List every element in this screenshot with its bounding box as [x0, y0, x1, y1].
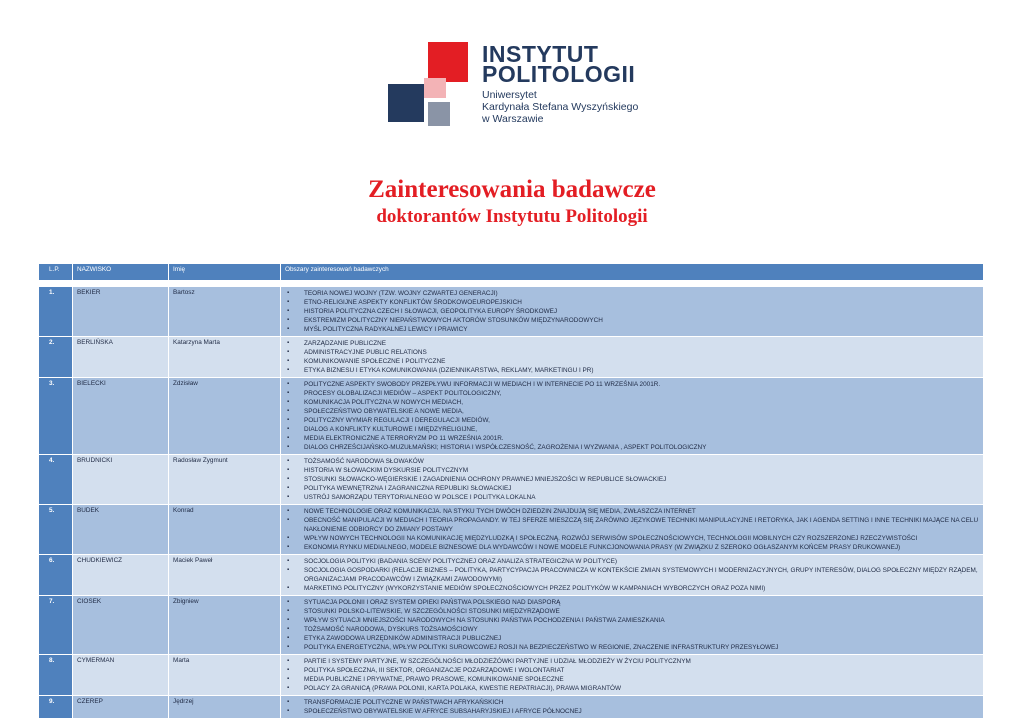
- cell-surname: CIOSEK: [73, 596, 169, 655]
- topic-item: ▪ ETNO-RELIGIJNE ASPEKTY KONFLIKTÓW ŚRODKOWOEUROPEJSKICH: [285, 298, 979, 307]
- topic-item: ▪ OBECNOŚĆ MANIPULACJI W MEDIACH I TEORIA PROPAGANDY. W TEJ SFERZE MIESZCZĄ SIĘ ZARÓWNO JĘZYKOWE TECHNIKI MANIPULACYJNE I RETORYKA, JAK I AGENDA SETTING I INNE TECHNIKI MAJĄCE NA CELU NAKŁONIENIE ODBIORCY DO ZMIANY POSTAWY: [285, 516, 979, 534]
- logo-red-square: [428, 42, 468, 82]
- topic-list: [285, 657, 979, 693]
- cell-topics: [281, 696, 984, 719]
- cell-lp: 2.: [39, 337, 73, 378]
- table-header-row: [39, 264, 984, 281]
- topic-item: ▪ WPŁYW NOWYCH TECHNOLOGII NA KOMUNIKACJĘ MIĘDZYLUDZKĄ I SPOŁECZNĄ. ROZWÓJ SERWISÓW SPOŁECZNOŚCIOWYCH, TECHNOLOGII MOBILNYCH CZY ROZSZERZONEJ RZECZYWISTOŚCI: [285, 534, 979, 543]
- cell-lp: 7.: [39, 596, 73, 655]
- topic-item: ▪ SOCJOLOGIA POLITYKI (BADANIA SCENY POLITYCZNEJ ORAZ ANALIZA STRATEGICZNA W POLITYCE): [285, 557, 979, 566]
- topic-item: ▪ HISTORIA POLITYCZNA CZECH I SŁOWACJI, GEOPOLITYKA EUROPY ŚRODKOWEJ: [285, 307, 979, 316]
- table-row: [39, 287, 984, 337]
- cell-surname: BIELECKI: [73, 378, 169, 455]
- cell-lp: 1.: [39, 287, 73, 337]
- topic-item: ▪ POLITYCZNY WYMIAR REGULACJI I DEREGULACJI MEDIÓW,: [285, 416, 979, 425]
- cell-name: Zdzisław: [169, 378, 281, 455]
- cell-name: Katarzyna Marta: [169, 337, 281, 378]
- cell-topics: [281, 378, 984, 455]
- cell-lp: 9.: [39, 696, 73, 719]
- topic-item: ▪ TEORIA NOWEJ WOJNY (TZW. WOJNY CZWARTEJ GENERACJI): [285, 289, 979, 298]
- topic-item: ▪ STOSUNKI SŁOWACKO-WĘGIERSKIE I ZAGADNIENIA OCHRONY PRAWNEJ MNIEJSZOŚCI W REPUBLICE SŁOWACKIEJ: [285, 475, 979, 484]
- header-surname: NAZWISKO: [73, 264, 169, 281]
- topic-item: ▪ KOMUNIKOWANIE SPOŁECZNE I POLITYCZNE: [285, 357, 979, 366]
- cell-lp: 3.: [39, 378, 73, 455]
- institute-logo: [386, 42, 656, 132]
- topic-list: [285, 598, 979, 652]
- topic-item: ▪ POLITYCZNE ASPEKTY SWOBODY PRZEPŁYWU INFORMACJI W MEDIACH I W INTERNECIE PO 11 WRZEŚNIA 2001R.: [285, 380, 979, 389]
- topic-list: [285, 557, 979, 593]
- cell-name: Marta: [169, 655, 281, 696]
- cell-name: Zbigniew: [169, 596, 281, 655]
- logo-navy-square: [388, 84, 424, 122]
- table-row: [39, 655, 984, 696]
- topic-item: ▪ PROCESY GLOBALIZACJI MEDIÓW – ASPEKT POLITOLOGICZNY,: [285, 389, 979, 398]
- cell-topics: [281, 505, 984, 555]
- topic-item: ▪ ZARZĄDZANIE PUBLICZNE: [285, 339, 979, 348]
- cell-surname: BUDEK: [73, 505, 169, 555]
- logo-sub-line2: Kardynała Stefana Wyszyńskiego: [482, 101, 639, 113]
- cell-name: Radosław Zygmunt: [169, 455, 281, 505]
- topic-item: ▪ WPŁYW SYTUACJI MNIEJSZOŚCI NARODOWYCH NA STOSUNKI PAŃSTWA POCHODZENIA I PAŃSTWA ZAMIESZKANIA: [285, 616, 979, 625]
- topic-item: ▪ POLITYKA SPOŁECZNA, III SEKTOR, ORGANIZACJE POZARZĄDOWE I WOLONTARIAT: [285, 666, 979, 675]
- topic-item: ▪ EKSTREMIZM POLITYCZNY NIEPAŃSTWOWYCH AKTORÓW STOSUNKÓW MIĘDZYNARODOWYCH: [285, 316, 979, 325]
- topic-item: ▪ NOWE TECHNOLOGIE ORAZ KOMUNIKACJA. NA STYKU TYCH DWÓCH DZIEDZIN ZNAJDUJĄ SIĘ MEDIA, ZWŁASZCZA INTERNET: [285, 507, 979, 516]
- topic-item: ▪ SPOŁECZEŃSTWO OBYWATELSKIE A NOWE MEDIA,: [285, 407, 979, 416]
- cell-topics: [281, 555, 984, 596]
- cell-surname: CHUDKIEWICZ: [73, 555, 169, 596]
- cell-surname: BEKIER: [73, 287, 169, 337]
- topic-item: ▪ ADMINISTRACYJNE PUBLIC RELATIONS: [285, 348, 979, 357]
- table-row: [39, 555, 984, 596]
- table-row: [39, 505, 984, 555]
- page-subtitle: doktorantów Instytutu Politologii: [376, 206, 648, 227]
- topic-list: [285, 289, 979, 334]
- header-name: Imię: [169, 264, 281, 281]
- page-title: Zainteresowania badawcze: [368, 176, 656, 203]
- logo-sub-lines: [482, 89, 638, 125]
- topic-item: ▪ ETYKA BIZNESU I ETYKA KOMUNIKOWANIA (DZIENNIKARSTWA, REKLAMY, MARKETINGU I PR): [285, 366, 979, 375]
- topic-list: [285, 698, 979, 716]
- table-row: [39, 455, 984, 505]
- header-lp: L.P.: [39, 264, 73, 281]
- logo-title-line1: INSTYTUT: [482, 41, 599, 67]
- cell-name: Bartosz: [169, 287, 281, 337]
- research-interests-table: [38, 263, 984, 719]
- topic-item: ▪ KOMUNIKACJA POLITYCZNA W NOWYCH MEDIACH,: [285, 398, 979, 407]
- cell-name: Konrad: [169, 505, 281, 555]
- cell-topics: [281, 655, 984, 696]
- topic-list: [285, 339, 979, 375]
- topic-item: ▪ MYŚL POLITYCZNA RADYKALNEJ LEWICY I PRAWICY: [285, 325, 979, 334]
- topic-item: ▪ POLITYKA WEWNĘTRZNA I ZAGRANICZNA REPUBLIKI SŁOWACKIEJ: [285, 484, 979, 493]
- cell-lp: 4.: [39, 455, 73, 505]
- topic-item: ▪ MARKETING POLITYCZNY (WYKORZYSTANIE MEDIÓW SPOŁECZNOŚCIOWYCH PRZEZ POLITYKÓW W KAMPANIACH WYBORCZYCH ORAZ POZA NIMI): [285, 584, 979, 593]
- cell-surname: BRUDNICKI: [73, 455, 169, 505]
- logo-grey-square: [428, 102, 450, 126]
- cell-surname: CZEREP: [73, 696, 169, 719]
- cell-surname: CYMERMAN: [73, 655, 169, 696]
- cell-name: Jędrzej: [169, 696, 281, 719]
- table-row: [39, 596, 984, 655]
- topic-item: ▪ MEDIA PUBLICZNE I PRYWATNE, PRAWO PRASOWE, KOMUNIKOWANIE SPOŁECZNE: [285, 675, 979, 684]
- logo-sub-line3: w Warszawie: [482, 113, 544, 125]
- topic-item: ▪ TOŻSAMOŚĆ NARODOWA SŁOWAKÓW: [285, 457, 979, 466]
- logo-text: [482, 41, 639, 125]
- topic-item: ▪ SYTUACJA POLONII I ORAZ SYSTEM OPIEKI PAŃSTWA POLSKIEGO NAD DIASPORĄ: [285, 598, 979, 607]
- topic-item: ▪ ETYKA ZAWODOWA URZĘDNIKÓW ADMINISTRACJI PUBLICZNEJ: [285, 634, 979, 643]
- topic-item: ▪ POLITYKA ENERGETYCZNA, WPŁYW POLITYKI SUROWCOWEJ ROSJI NA BEZPIECZEŃSTWO W REGIONIE, ZNACZENIE INFRASTRUKTURY PRZESYŁOWEJ: [285, 643, 979, 652]
- topic-item: ▪ USTRÓJ SAMORZĄDU TERYTORIALNEGO W POLSCE I POLITYKA LOKALNA: [285, 493, 979, 502]
- cell-lp: 6.: [39, 555, 73, 596]
- topic-item: ▪ PARTIE I SYSTEMY PARTYJNE, W SZCZEGÓLNOŚCI MŁODZIEŻÓWKI PARTYJNE I UDZIAŁ MŁODZIEŻY W ŻYCIU POLITYCZNYM: [285, 657, 979, 666]
- header-areas: Obszary zainteresowań badawczych: [281, 264, 984, 281]
- cell-lp: 5.: [39, 505, 73, 555]
- cell-topics: [281, 337, 984, 378]
- table-row: [39, 337, 984, 378]
- topic-item: ▪ SPOŁECZEŃSTWO OBYWATELSKIE W AFRYCE SUBSAHARYJSKIEJ I AFRYCE PÓŁNOCNEJ: [285, 707, 979, 716]
- table-row: [39, 378, 984, 455]
- logo-title-line2: POLITOLOGII: [482, 61, 636, 87]
- topic-item: ▪ DIALOG CHRZEŚCIJAŃSKO-MUZUŁMAŃSKI; HISTORIA I WSPÓŁCZESNOŚĆ, ZAGROŻENIA I WYZWANIA , ASPEKT POLITOLOGICZNY: [285, 443, 979, 452]
- topic-list: [285, 507, 979, 552]
- topic-list: [285, 380, 979, 452]
- cell-lp: 8.: [39, 655, 73, 696]
- cell-topics: [281, 596, 984, 655]
- topic-item: ▪ HISTORIA W SŁOWACKIM DYSKURSIE POLITYCZNYM: [285, 466, 979, 475]
- topic-item: ▪ TRANSFORMACJE POLITYCZNE W PAŃSTWACH AFRYKAŃSKICH: [285, 698, 979, 707]
- topic-item: ▪ MEDIA ELEKTRONICZNE A TERRORYZM PO 11 WRZEŚNIA 2001R.: [285, 434, 979, 443]
- topic-item: ▪ POLACY ZA GRANICĄ (PRAWA POLONII, KARTA POLAKA, KWESTIE REPATRIACJI), PRAWA MIGRANTÓW: [285, 684, 979, 693]
- cell-surname: BERLIŃSKA: [73, 337, 169, 378]
- logo-pink-square: [424, 78, 446, 98]
- topic-list: [285, 457, 979, 502]
- topic-item: ▪ TOŻSAMOŚĆ NARODOWA, DYSKURS TOŻSAMOŚCIOWY: [285, 625, 979, 634]
- cell-topics: [281, 455, 984, 505]
- topic-item: ▪ STOSUNKI POLSKO-LITEWSKIE, W SZCZEGÓLNOŚCI STOSUNKI MIĘDZYRZĄDOWE: [285, 607, 979, 616]
- topic-item: ▪ EKONOMIA RYNKU MEDIALNEGO, MODELE BIZNESOWE DLA WYDAWCÓW I NOWE MODELE FUNKCJONOWANIA PRASY (W ZWIĄZKU Z SZEROKO OGŁASZANYM KOŃCEM PRASY DRUKOWANEJ): [285, 543, 979, 552]
- table-body: [39, 281, 984, 719]
- topic-item: ▪ DIALOG A KONFLIKTY KULTUROWE I MIĘDZYRELIGIJNE,: [285, 425, 979, 434]
- topic-item: ▪ SOCJOLOGIA GOSPODARKI (RELACJE BIZNES – POLITYKA, PARTYCYPACJA PRACOWNICZA W KONTEKŚCIE ZMIAN SYSTEMOWYCH I MODERNIZACYJNYCH, GRUPY INTERESÓW, DIALOG SPOŁECZNY MIĘDZY RZĄDEM, ORGANIZACJAMI PRACODAWCÓW I ZWIĄZKAMI ZAWODOWYMI): [285, 566, 979, 584]
- cell-topics: [281, 287, 984, 337]
- table-row: [39, 696, 984, 719]
- cell-name: Maciek Paweł: [169, 555, 281, 596]
- logo-sub-line1: Uniwersytet: [482, 89, 537, 101]
